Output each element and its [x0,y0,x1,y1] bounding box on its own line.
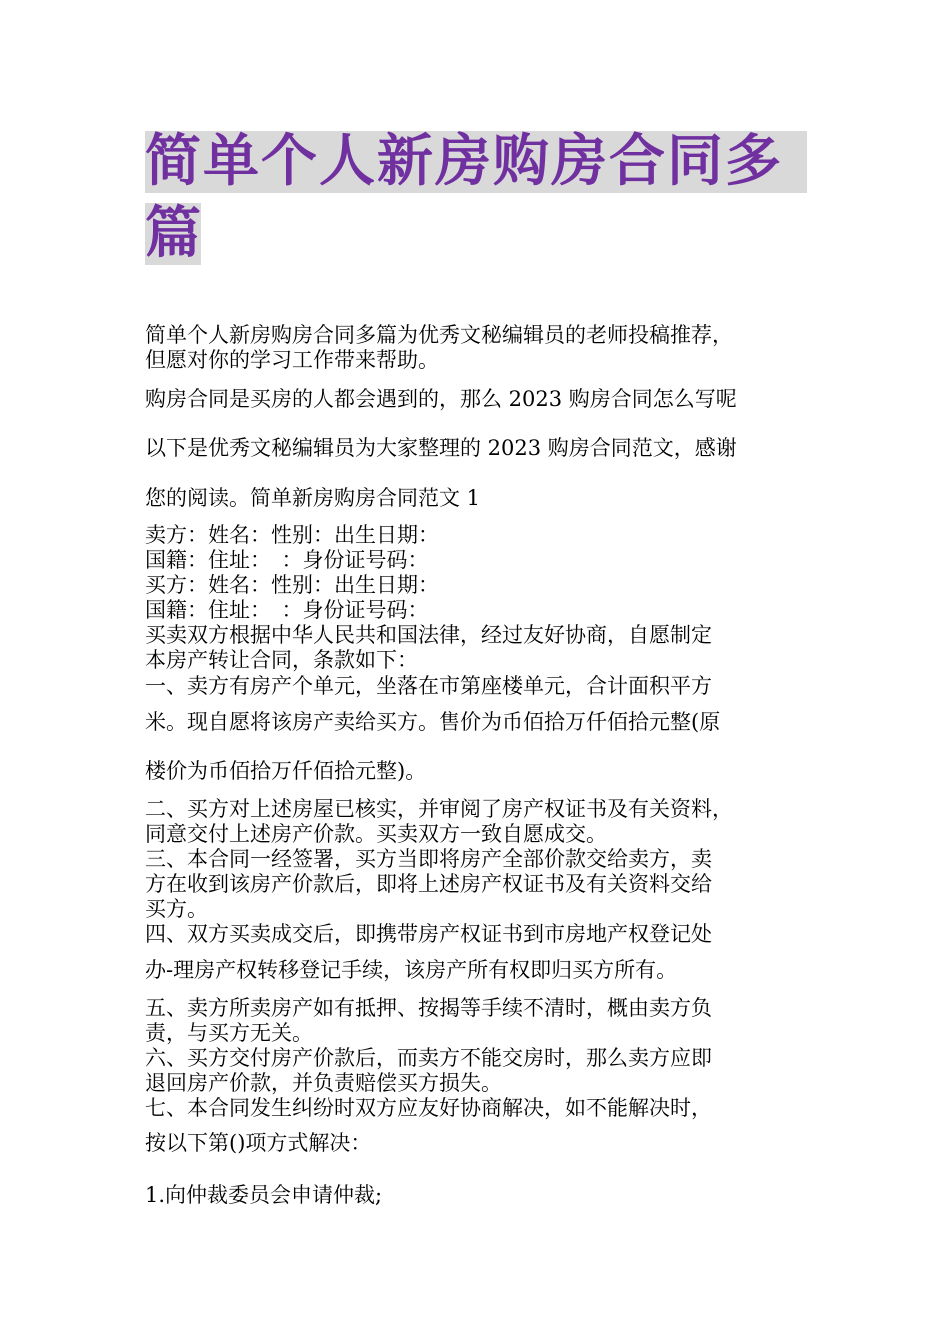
clause-1-line-1: 一、卖方有房产个单元，坐落在市第座楼单元，合计面积平方 [145,674,712,698]
intro-line-2: 但愿对你的学习工作带来帮助。 [145,348,439,372]
clause-7-option-1: 1.向仲裁委员会申请仲裁; [145,1183,383,1207]
clause-2-line-1: 二、买方对上述房屋已核实，并审阅了房产权证书及有关资料， [145,797,733,821]
intro-line-4: 以下是优秀文秘编辑员为大家整理的 2023 购房合同范文，感谢 [145,436,737,460]
preamble-line-2: 本房产转让合同，条款如下： [145,648,418,672]
intro-line-5: 您的阅读。简单新房购房合同范文 1 [145,486,481,510]
clause-3-line-1: 三、本合同一经签署，买方当即将房产全部价款交给卖方，卖 [145,847,712,871]
clause-4-line-1: 四、双方买卖成交后，即携带房产权证书到市房地产权登记处 [145,922,712,946]
clause-5-line-2: 责，与买方无关。 [145,1021,313,1045]
clause-6-line-2: 退回房产价款，并负责赔偿买方损失。 [145,1071,502,1095]
preamble-line-1: 买卖双方根据中华人民共和国法律，经过友好协商，自愿制定 [145,623,712,647]
clause-1-line-2: 米。现自愿将该房产卖给买方。售价为币佰拾万仟佰拾元整(原 [145,710,721,734]
seller-info-line-2: 国籍：住址： ：身份证号码： [145,548,429,572]
document-title-line-2: 篇 [145,201,203,266]
clause-5-line-1: 五、卖方所卖房产如有抵押、按揭等手续不清时，概由卖方负 [145,996,712,1020]
clause-6-line-1: 六、买方交付房产价款后，而卖方不能交房时，那么卖方应即 [145,1046,712,1070]
document-title-line-1: 简单个人新房购房合同多 [145,131,807,193]
clause-1-line-3: 楼价为币佰拾万仟佰拾元整)。 [145,759,427,783]
buyer-info-line-2: 国籍：住址： ：身份证号码： [145,598,429,622]
buyer-info-line-1: 买方：姓名：性别：出生日期： [145,573,439,597]
clause-3-line-3: 买方。 [145,897,208,921]
intro-line-3: 购房合同是买房的人都会遇到的，那么 2023 购房合同怎么写呢 [145,387,737,411]
intro-line-1: 简单个人新房购房合同多篇为优秀文秘编辑员的老师投稿推荐， [145,323,733,347]
clause-3-line-2: 方在收到该房产价款后，即将上述房产权证书及有关资料交给 [145,872,712,896]
clause-7-line-1: 七、本合同发生纠纷时双方应友好协商解决，如不能解决时， [145,1096,712,1120]
clause-7-line-2: 按以下第()项方式解决： [145,1131,372,1155]
seller-info-line-1: 卖方：姓名：性别：出生日期： [145,523,439,547]
clause-4-line-2: 办-理房产权转移登记手续，该房产所有权即归买方所有。 [145,958,678,982]
clause-2-line-2: 同意交付上述房产价款。买卖双方一致自愿成交。 [145,822,607,846]
